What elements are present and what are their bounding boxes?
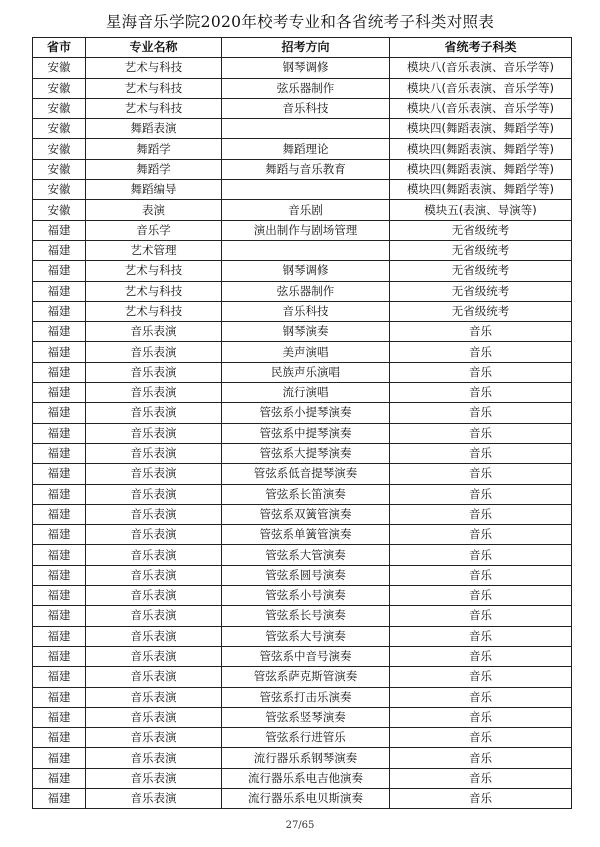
table-row	[33, 159, 572, 179]
cell-direction: 流行器乐系钢琴演奏	[222, 748, 390, 768]
table-row	[33, 464, 572, 484]
cell-direction: 管弦系大号演奏	[222, 626, 390, 646]
table-row	[33, 545, 572, 565]
cell-major: 舞蹈学	[86, 159, 222, 179]
table-row	[33, 261, 572, 281]
cell-direction	[222, 240, 390, 260]
table-row	[33, 443, 572, 463]
cell-major: 音乐表演	[86, 545, 222, 565]
cell-exam-category: 模块四(舞蹈表演、舞蹈学等)	[390, 119, 572, 139]
table-row	[33, 606, 572, 626]
document-title: 星海音乐学院2020年校考专业和各省统考子科类对照表	[105, 13, 495, 31]
cell-exam-category: 音乐	[390, 687, 572, 707]
cell-major: 舞蹈编导	[86, 180, 222, 200]
cell-direction	[222, 180, 390, 200]
cell-direction: 音乐科技	[222, 301, 390, 321]
cell-major: 音乐表演	[86, 728, 222, 748]
cell-major: 音乐表演	[86, 565, 222, 585]
cell-direction: 管弦系萨克斯管演奏	[222, 667, 390, 687]
cell-province: 福建	[33, 586, 86, 606]
table-row	[33, 240, 572, 260]
cell-major: 艺术管理	[86, 240, 222, 260]
cell-province: 福建	[33, 707, 86, 727]
cell-province: 安徽	[33, 98, 86, 118]
cell-province: 福建	[33, 322, 86, 342]
cell-exam-category: 模块八(音乐表演、音乐学等)	[390, 98, 572, 118]
cell-exam-category: 无省级统考	[390, 281, 572, 301]
table-row	[33, 565, 572, 585]
cell-exam-category: 音乐	[390, 342, 572, 362]
table-row	[33, 119, 572, 139]
cell-province: 福建	[33, 484, 86, 504]
cell-province: 福建	[33, 342, 86, 362]
cell-major: 舞蹈表演	[86, 119, 222, 139]
cell-direction: 演出制作与剧场管理	[222, 220, 390, 240]
table-row	[33, 646, 572, 666]
cell-province: 福建	[33, 728, 86, 748]
cell-major: 音乐学	[86, 220, 222, 240]
cell-direction: 舞蹈与音乐教育	[222, 159, 390, 179]
table-row	[33, 504, 572, 524]
cell-major: 音乐表演	[86, 687, 222, 707]
table-row	[33, 626, 572, 646]
cell-province: 安徽	[33, 119, 86, 139]
cell-major: 音乐表演	[86, 403, 222, 423]
cell-province: 福建	[33, 646, 86, 666]
cell-exam-category: 音乐	[390, 788, 572, 808]
cell-major: 音乐表演	[86, 586, 222, 606]
cell-province: 福建	[33, 788, 86, 808]
cell-direction: 流行器乐系电贝斯演奏	[222, 788, 390, 808]
cell-exam-category: 模块五(表演、导演等)	[390, 200, 572, 220]
cell-exam-category: 音乐	[390, 464, 572, 484]
cell-direction: 音乐剧	[222, 200, 390, 220]
cell-exam-category: 音乐	[390, 423, 572, 443]
cell-direction: 流行器乐系电吉他演奏	[222, 768, 390, 788]
cell-major: 音乐表演	[86, 626, 222, 646]
cell-exam-category: 音乐	[390, 383, 572, 403]
cell-province: 安徽	[33, 200, 86, 220]
cell-direction: 管弦系中提琴演奏	[222, 423, 390, 443]
header-province: 省市	[33, 38, 86, 58]
table-row	[33, 281, 572, 301]
cell-exam-category: 音乐	[390, 707, 572, 727]
cell-province: 安徽	[33, 139, 86, 159]
cell-exam-category: 音乐	[390, 525, 572, 545]
cell-direction: 管弦系竖琴演奏	[222, 707, 390, 727]
cell-major: 音乐表演	[86, 362, 222, 382]
cell-province: 福建	[33, 301, 86, 321]
cell-major: 音乐表演	[86, 383, 222, 403]
cell-province: 福建	[33, 403, 86, 423]
table-row	[33, 200, 572, 220]
cell-exam-category: 模块八(音乐表演、音乐学等)	[390, 58, 572, 78]
cell-exam-category: 音乐	[390, 626, 572, 646]
cell-province: 安徽	[33, 180, 86, 200]
cell-exam-category: 音乐	[390, 748, 572, 768]
cell-province: 福建	[33, 565, 86, 585]
cell-province: 福建	[33, 525, 86, 545]
cell-major: 音乐表演	[86, 768, 222, 788]
cell-major: 音乐表演	[86, 423, 222, 443]
cell-direction	[222, 119, 390, 139]
cell-province: 福建	[33, 362, 86, 382]
table-row	[33, 58, 572, 78]
cell-direction: 钢琴演奏	[222, 322, 390, 342]
cell-province: 福建	[33, 464, 86, 484]
cell-exam-category: 音乐	[390, 504, 572, 524]
page-number: 27/65	[285, 820, 315, 831]
table-row	[33, 301, 572, 321]
table-row	[33, 707, 572, 727]
cell-major: 音乐表演	[86, 342, 222, 362]
cell-exam-category: 无省级统考	[390, 301, 572, 321]
cell-major: 艺术与科技	[86, 281, 222, 301]
cell-major: 音乐表演	[86, 322, 222, 342]
cell-direction: 民族声乐演唱	[222, 362, 390, 382]
table-row	[33, 362, 572, 382]
cell-direction: 管弦系大提琴演奏	[222, 443, 390, 463]
cell-major: 音乐表演	[86, 504, 222, 524]
cell-direction: 钢琴调修	[222, 261, 390, 281]
cell-major: 音乐表演	[86, 464, 222, 484]
cell-exam-category: 音乐	[390, 545, 572, 565]
cell-province: 福建	[33, 606, 86, 626]
cell-major: 音乐表演	[86, 484, 222, 504]
cell-province: 安徽	[33, 159, 86, 179]
table-row	[33, 484, 572, 504]
cell-province: 福建	[33, 626, 86, 646]
cell-direction: 管弦系打击乐演奏	[222, 687, 390, 707]
table-body	[33, 58, 572, 809]
cell-major: 音乐表演	[86, 606, 222, 626]
cell-direction: 管弦系单簧管演奏	[222, 525, 390, 545]
cell-major: 音乐表演	[86, 443, 222, 463]
cell-major: 艺术与科技	[86, 301, 222, 321]
cell-province: 福建	[33, 383, 86, 403]
cell-direction: 流行演唱	[222, 383, 390, 403]
cell-major: 音乐表演	[86, 707, 222, 727]
cell-direction: 弦乐器制作	[222, 281, 390, 301]
cell-province: 福建	[33, 748, 86, 768]
cell-major: 音乐表演	[86, 748, 222, 768]
cell-major: 艺术与科技	[86, 261, 222, 281]
cell-exam-category: 音乐	[390, 606, 572, 626]
cell-exam-category: 音乐	[390, 362, 572, 382]
cell-province: 安徽	[33, 58, 86, 78]
cell-exam-category: 音乐	[390, 667, 572, 687]
table-row	[33, 728, 572, 748]
cell-exam-category: 模块四(舞蹈表演、舞蹈学等)	[390, 159, 572, 179]
cell-province: 福建	[33, 240, 86, 260]
cell-major: 舞蹈学	[86, 139, 222, 159]
cell-province: 福建	[33, 443, 86, 463]
cell-direction: 钢琴调修	[222, 58, 390, 78]
cell-exam-category: 音乐	[390, 565, 572, 585]
cell-direction: 管弦系长号演奏	[222, 606, 390, 626]
cell-province: 福建	[33, 261, 86, 281]
cell-province: 福建	[33, 504, 86, 524]
cell-province: 福建	[33, 667, 86, 687]
table-row	[33, 525, 572, 545]
cell-exam-category: 音乐	[390, 403, 572, 423]
cell-province: 福建	[33, 220, 86, 240]
cell-major: 艺术与科技	[86, 98, 222, 118]
cell-direction: 管弦系中音号演奏	[222, 646, 390, 666]
table-row	[33, 768, 572, 788]
cell-exam-category: 音乐	[390, 586, 572, 606]
table-row	[33, 220, 572, 240]
cell-exam-category: 模块四(舞蹈表演、舞蹈学等)	[390, 139, 572, 159]
cell-exam-category: 无省级统考	[390, 261, 572, 281]
header-direction: 招考方向	[222, 38, 390, 58]
table-header-row	[33, 38, 572, 58]
cell-exam-category: 模块八(音乐表演、音乐学等)	[390, 78, 572, 98]
cell-major: 艺术与科技	[86, 78, 222, 98]
cell-direction: 管弦系小号演奏	[222, 586, 390, 606]
table-row	[33, 788, 572, 808]
table-row	[33, 423, 572, 443]
cell-major: 音乐表演	[86, 788, 222, 808]
table-row	[33, 687, 572, 707]
cell-province: 福建	[33, 687, 86, 707]
table-row	[33, 180, 572, 200]
cell-exam-category: 音乐	[390, 443, 572, 463]
cell-direction: 音乐科技	[222, 98, 390, 118]
cell-exam-category: 音乐	[390, 322, 572, 342]
cell-direction: 舞蹈理论	[222, 139, 390, 159]
cell-direction: 管弦系行进管乐	[222, 728, 390, 748]
cell-exam-category: 音乐	[390, 484, 572, 504]
cell-exam-category: 音乐	[390, 728, 572, 748]
cell-major: 音乐表演	[86, 646, 222, 666]
table-row	[33, 98, 572, 118]
cell-direction: 弦乐器制作	[222, 78, 390, 98]
cell-province: 安徽	[33, 78, 86, 98]
header-major: 专业名称	[86, 38, 222, 58]
cell-major: 表演	[86, 200, 222, 220]
cell-province: 福建	[33, 281, 86, 301]
cell-province: 福建	[33, 545, 86, 565]
table-row	[33, 342, 572, 362]
cell-direction: 管弦系低音提琴演奏	[222, 464, 390, 484]
cell-exam-category: 无省级统考	[390, 220, 572, 240]
table-row	[33, 403, 572, 423]
cell-exam-category: 音乐	[390, 768, 572, 788]
table-row	[33, 139, 572, 159]
cell-direction: 管弦系大管演奏	[222, 545, 390, 565]
cell-exam-category: 无省级统考	[390, 240, 572, 260]
table-row	[33, 383, 572, 403]
cell-major: 音乐表演	[86, 525, 222, 545]
cell-direction: 美声演唱	[222, 342, 390, 362]
cell-direction: 管弦系双簧管演奏	[222, 504, 390, 524]
table-row	[33, 667, 572, 687]
cell-major: 艺术与科技	[86, 58, 222, 78]
cell-direction: 管弦系长笛演奏	[222, 484, 390, 504]
cell-province: 福建	[33, 768, 86, 788]
cell-direction: 管弦系圆号演奏	[222, 565, 390, 585]
comparison-table	[32, 37, 572, 809]
table-row	[33, 748, 572, 768]
table-row	[33, 78, 572, 98]
cell-province: 福建	[33, 423, 86, 443]
cell-exam-category: 音乐	[390, 646, 572, 666]
cell-direction: 管弦系小提琴演奏	[222, 403, 390, 423]
cell-major: 音乐表演	[86, 667, 222, 687]
cell-exam-category: 模块四(舞蹈表演、舞蹈学等)	[390, 180, 572, 200]
table-row	[33, 322, 572, 342]
header-exam-category: 省统考子科类	[390, 38, 572, 58]
table-row	[33, 586, 572, 606]
